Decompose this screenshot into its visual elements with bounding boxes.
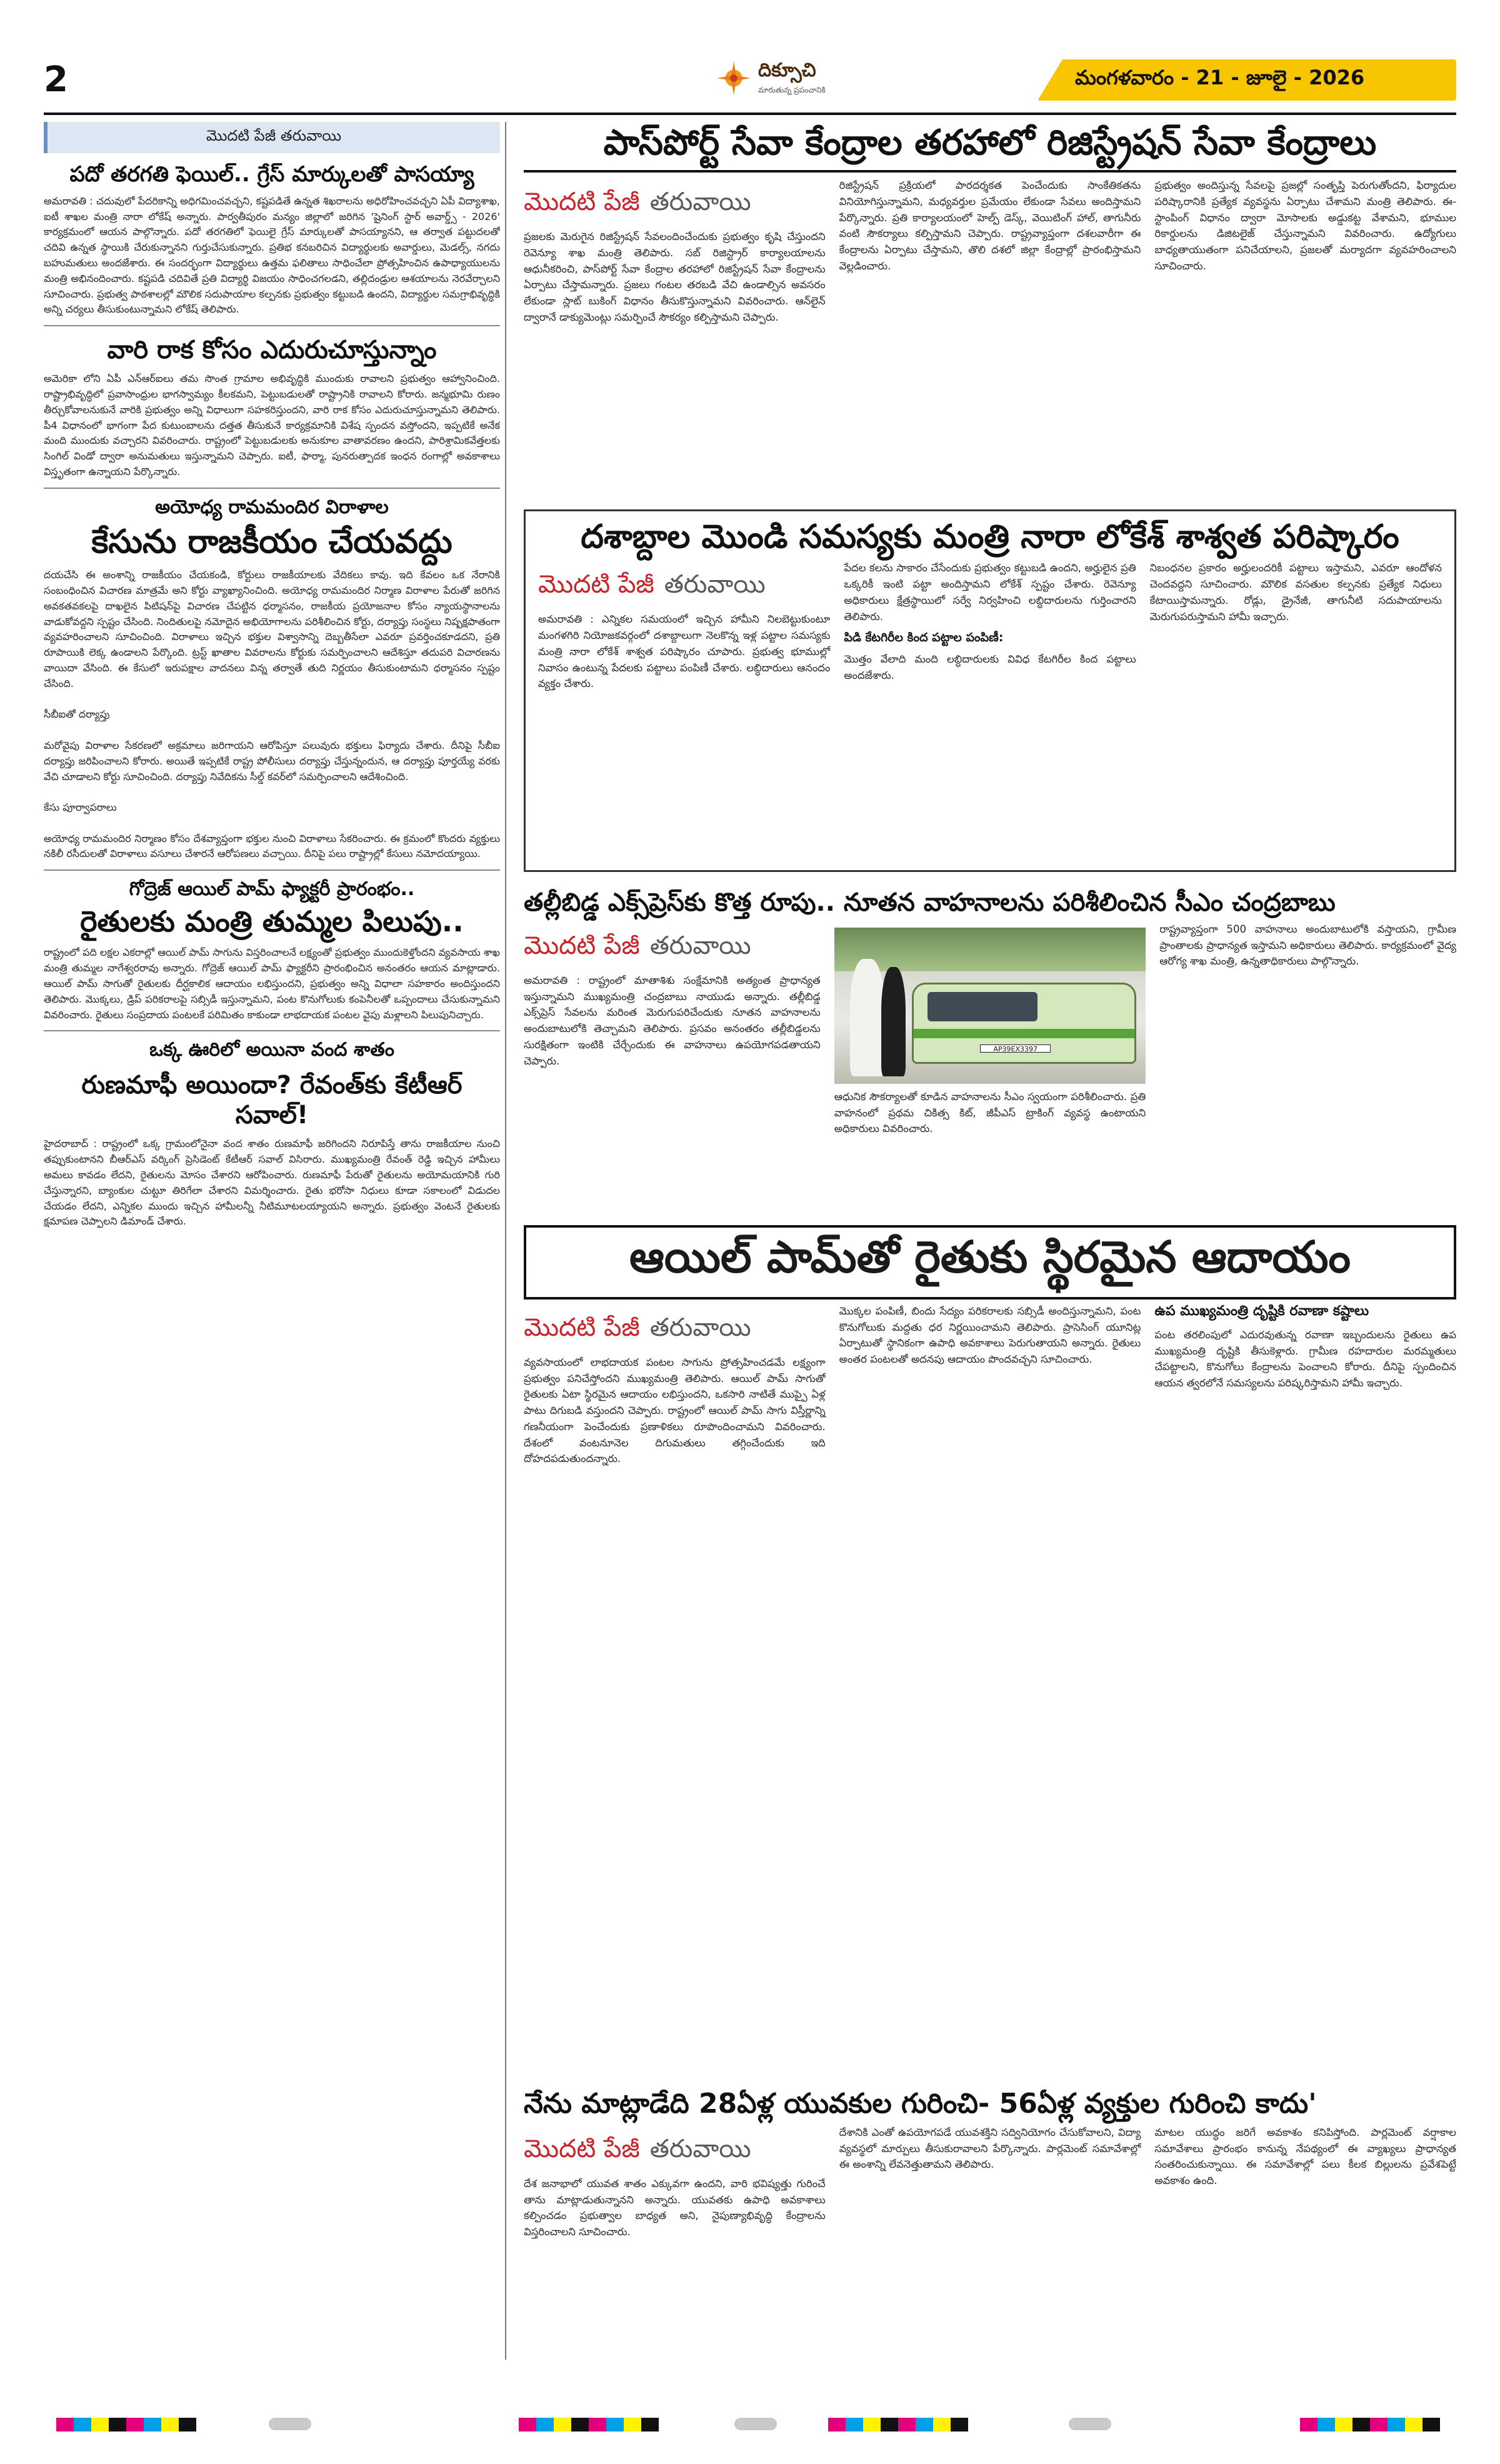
continued-label: మొదటి పేజీ తరువాయి (524, 1313, 751, 1342)
story-5-col-2: దేశానికి ఎంతో ఉపయోగపడే యువశక్తిని సద్వినియోగం చేసుకోవాలని, విద్యా వ్యవస్థలో మార్పులు తీసుకురావాలని పేర్కొన్నారు. పార్లమెంట్ సమావేశాల్లో ఈ అంశాన్ని లేవనెత్తుతామని తెలిపారు. (839, 2126, 1141, 2171)
issue-date: మంగళవారం - 21 - జూలై - 2026 (1075, 66, 1365, 89)
left-story-4-kicker: గోద్రెజ్ ఆయిల్ పామ్ ఫ్యాక్టరీ ప్రారంభం.. (129, 878, 415, 901)
registration-pill (1069, 2418, 1111, 2430)
story-youth-remarks (524, 2088, 1456, 2356)
divider (44, 1030, 500, 1031)
story-2-col-3: నిబంధనల ప్రకారం అర్హులందరికీ పట్టాలు ఇస్తామని, ఎవరూ ఆందోళన చెందవద్దని సూచించారు. మౌలిక వసతుల కల్పనకు ప్రత్యేక నిధులు కేటాయిస్తామన్నారు. రోడ్లు, డ్రైనేజీ, తాగునీటి సదుపాయాలను మెరుగుపరుస్తామని హామీ ఇచ్చారు. (1149, 562, 1442, 623)
left-story-5-body: హైదరాబాద్ : రాష్ట్రంలో ఒక్క గ్రామంలోనైనా వంద శాతం రుణమాఫీ జరిగిందని నిరూపిస్తే తాను రాజకీయాల నుంచి తప్పుకుంటానని బీఆర్ఎస్ వర్కింగ్ ప్రెసిడెంట్ కేటీఆర్ సవాల్ విసిరారు. ముఖ్యమంత్రి రేవంత్ రెడ్డి ఇచ్చిన హామీలు అమలు కావడం లేదని, రైతులను మోసం చేశారని ఆరోపించారు. రుణమాఫీ పేరుతో రైతులను అయోమయానికి గురి చేస్తున్నారని, బ్యాంకుల చుట్టూ తిరిగేలా చేశారని విమర్శించారు. రైతు భరోసా నిధులు కూడా సకాలంలో విడుదల చేయడం లేదని, ఎన్నికల ముందు ఇచ్చిన హామీలన్నీ నీటిమూటలయ్యాయని అన్నారు. ప్రభుత్వం వెంటనే రైతులకు క్షమాపణ చెప్పాలని డిమాండ్ చేశారు. (44, 1138, 500, 1228)
color-registration-bar (56, 2418, 196, 2431)
color-registration-bar (519, 2418, 659, 2431)
left-story-3-kicker: అయోధ్య రామమందిర విరాళాల (155, 496, 389, 518)
story-5-headline: నేను మాట్లాడేది 28ఏళ్ల యువకుల గురించి- 56ఏళ్ల వ్యక్తుల గురించి కాదు' (524, 2088, 1317, 2120)
masthead (716, 59, 826, 96)
story-4-headline: ఆయిల్ పామ్‌తో రైతుకు స్థిరమైన ఆదాయం (524, 1225, 1456, 1300)
masthead-name: దిక్సూచి (758, 59, 816, 81)
story-2-col-2: పేదల కలను సాకారం చేసేందుకు ప్రభుత్వం కట్టుబడి ఉందని, అర్హులైన ప్రతి ఒక్కరికీ ఇంటి పట్టా అందిస్తామని లోకేశ్ స్పష్టం చేశారు. రెవెన్యూ అధికారులు క్షేత్రస్థాయిలో సర్వే నిర్వహించి లబ్ధిదారులను గుర్తించారని తెలిపారు. (844, 562, 1136, 623)
masthead-sub: మారుతున్న ప్రపంచానికి (758, 86, 826, 94)
story-3-headline: తల్లీబిడ్డ ఎక్స్‌ప్రెస్‌కు కొత్త రూపు.. నూతన వాహనాలను పరిశీలించిన సీఎం చంద్రబాబు (524, 888, 1336, 917)
registration-pill (269, 2418, 311, 2430)
continued-label: మొదటి పేజీ తరువాయి (538, 570, 766, 599)
story-1-col-2: రిజిస్ట్రేషన్ ప్రక్రియలో పారదర్శకత పెంచేందుకు సాంకేతికతను వినియోగిస్తున్నామని, మధ్యవర్తుల ప్రమేయం లేకుండా సేవలు అందిస్తామని పేర్కొన్నారు. ప్రతి కార్యాలయంలో హెల్ప్ డెస్క్, వెయిటింగ్ హాల్, తాగునీరు వంటి సౌకర్యాలు కల్పిస్తామని చెప్పారు. రాష్ట్రవ్యాప్తంగా దశలవారీగా ఈ కేంద్రాలను ఏర్పాటు చేస్తామని, తొలి దశలో జిల్లా కేంద్రాల్లో ప్రారంభిస్తామని వెల్లడించారు. (839, 179, 1141, 272)
left-story-1-headline: పదో తరగతి ఫెయిల్.. గ్రేస్ మార్కులతో పాసయ్యా (69, 162, 474, 187)
story-4-col-1: వ్యవసాయంలో లాభదాయక పంటల సాగును ప్రోత్సహించడమే లక్ష్యంగా ప్రభుత్వం పనిచేస్తోందని ముఖ్యమంత్రి తెలిపారు. ఆయిల్ పామ్ సాగుతో రైతులకు ఏటా స్థిరమైన ఆదాయం లభిస్తుందని, ఒకసారి నాటితే ముప్పై ఏళ్ల పాటు దిగుబడి వస్తుందని చెప్పారు. రాష్ట్రంలో ఆయిల్ పామ్ సాగు విస్తీర్ణాన్ని గణనీయంగా పెంచేందుకు ప్రణాళికలు రూపొందించామని వివరించారు. దేశంలో వంటనూనెల దిగుమతులు తగ్గించేందుకు ఇది దోహదపడుతుందన్నారు. (524, 1356, 826, 1465)
page-header (44, 59, 1456, 109)
left-story-5-headline: రుణమాఫీ అయిందా? రేవంత్‌కు కేటీఆర్ సవాల్! (81, 1071, 462, 1130)
left-column (44, 122, 500, 2360)
divider (44, 869, 500, 871)
color-registration-bar (828, 2418, 968, 2431)
left-story-4-headline: రైతులకు మంత్రి తుమ్మల పిలుపు.. (80, 904, 464, 939)
date-banner (1038, 59, 1456, 101)
story-3-col-2: ఆధునిక సౌకర్యాలతో కూడిన వాహనాలను సీఎం స్వయంగా పరిశీలించారు. ప్రతి వాహనంలో ప్రథమ చికిత్స కిట్, జీపీఎస్ ట్రాకింగ్ వ్యవస్థ ఉంటాయని అధికారులు వివరించారు. (834, 1091, 1146, 1135)
story-1-col-3: ప్రభుత్వం అందిస్తున్న సేవలపై ప్రజల్లో సంతృప్తి పెరుగుతోందని, ఫిర్యాదుల పరిష్కారానికి ప్రత్యేక వ్యవస్థను ఏర్పాటు చేశామని మంత్రి తెలిపారు. ఈ-స్టాంపింగ్ విధానం ద్వారా మోసాలకు అడ్డుకట్ట వేశామని, భూముల రికార్డులను డిజిటలైజ్ చేస్తున్నామని వివరించారు. ఉద్యోగులు బాధ్యతాయుతంగా పనిచేయాలని, ప్రజలతో మర్యాదగా వ్యవహరించాలని సూచించారు. (1154, 179, 1457, 272)
story-5-col-1: దేశ జనాభాలో యువత శాతం ఎక్కువగా ఉందని, వారి భవిష్యత్తు గురించే తాను మాట్లాడుతున్నానని అన్నారు. యువతకు ఉపాధి అవకాశాలు కల్పించడం ప్రభుత్వాల బాధ్యత అని, నైపుణ్యాభివృద్ధి కేంద్రాలను విస్తరించాలని సూచించారు. (524, 2177, 826, 2238)
story-3-col-3: రాష్ట్రవ్యాప్తంగా 500 వాహనాలు అందుబాటులోకి వస్తాయని, గ్రామీణ ప్రాంతాలకు ప్రాధాన్యత ఇస్తామని అధికారులు తెలిపారు. కార్యక్రమంలో వైద్య ఆరోగ్య శాఖ మంత్రి, ఉన్నతాధికారులు పాల్గొన్నారు. (1159, 923, 1456, 968)
continued-label: మొదటి పేజీ తరువాయి (524, 931, 751, 960)
story-5-col-3: మాటల యుద్ధం జరిగే అవకాశం కనిపిస్తోంది. పార్లమెంట్ వర్షాకాల సమావేశాలు ప్రారంభం కానున్న నేపథ్యంలో ఈ వ్యాఖ్యలు ప్రాధాన్యత సంతరించుకున్నాయి. ఈ సమావేశాల్లో పలు కీలక బిల్లులను ప్రవేశపెట్టే అవకాశం ఉంది. (1154, 2126, 1457, 2186)
story-2-col-2b: మొత్తం వేలాది మంది లబ్ధిదారులకు వివిధ కేటగిరీల కింద పట్టాలు అందజేశారు. (844, 653, 1136, 682)
left-story-2-headline: వారి రాక కోసం ఎదురుచూస్తున్నాం (107, 336, 437, 365)
left-story-2-body: అమెరికా లోని ఏపీ ఎన్ఆర్ఐలు తమ సొంత గ్రామాల అభివృద్ధికి ముందుకు రావాలని ప్రభుత్వం ఆహ్వానించింది. రాష్ట్రాభివృద్ధిలో ప్రవాసాంధ్రుల భాగస్వామ్యం కీలకమని, పెట్టుబడులతో రాష్ట్రానికి రావాలని కోరారు. జన్మభూమి రుణం తీర్చుకోవాలనుకునే వారికి ప్రభుత్వం అన్ని విధాలుగా సహకరిస్తుందని, వారి రాక కోసం ఎదురుచూస్తున్నామని తెలిపారు. పీ4 విధానంలో భాగంగా పేద కుటుంబాలను దత్తత తీసుకునే కార్యక్రమానికి విశేష స్పందన వస్తోందని, ఇప్పటికే అనేక మంది ముందుకు వచ్చారని వివరించారు. రాష్ట్రంలో పెట్టుబడులకు అనుకూల వాతావరణం ఉందని, పారిశ్రామికవేత్తలకు సింగిల్ విండో ద్వారా అనుమతులు ఇస్తున్నామని చెప్పారు. ఐటీ, ఫార్మా, పునరుత్పాదక ఇంధన రంగాల్లో అవకాశాలు విస్తృతంగా ఉన్నాయని పేర్కొన్నారు. (44, 373, 500, 478)
left-story-3-headline: కేసును రాజకీయం చేయవద్దు (91, 523, 452, 561)
news-photo-vehicle (834, 928, 1146, 1084)
divider (44, 325, 500, 326)
left-story-3-body: దయచేసి ఈ అంశాన్ని రాజకీయం చేయకండి, కోర్టులు రాజకీయాలకు వేదికలు కావు. ఇది కేవలం ఒక నేరానికి సంబంధించిన విచారణ మాత్రమే అని కోర్టు వ్యాఖ్యానించింది. అయోధ్య రామమందిర నిర్మాణ విరాళాల పేరుతో జరిగిన అవకతవకలపై దాఖలైన పిటిషన్‌పై విచారణ చేపట్టిన ధర్మాసనం, రాజకీయ ప్రయోజనాల కోసం న్యాయస్థానాలను వాడుకోవద్దని స్పష్టం చేసింది. నిందితులపై నమోదైన అభియోగాలను పరిశీలించిన కోర్టు, దర్యాప్తు సంస్థలు నిష్పక్షపాతంగా వ్యవహరించాలని సూచించింది. విరాళాలు ఇచ్చిన భక్తుల విశ్వాసాన్ని దెబ్బతీసేలా ఎవరూ ప్రవర్తించకూడదని, ప్రతి రూపాయికి లెక్క ఉండాలని పేర్కొంది. ట్రస్ట్ ఖాతాల వివరాలను కోర్టుకు సమర్పించాలని ఆదేశిస్తూ తదుపరి విచారణను వాయిదా వేసింది. ఈ కేసులో ఇరుపక్షాల వాదనలు విన్న తర్వాతే తుది నిర్ణయం తీసుకుంటామని ధర్మాసనం స్పష్టం చేసింది. సీబీఐతో దర్యాప్తు మరోవైపు విరాళాల సేకరణలో అక్రమాలు జరిగాయని ఆరోపిస్తూ పలువురు భక్తులు ఫిర్యాదు చేశారు. దీనిపై సీబీఐ దర్యాప్తు జరిపించాలని కోరారు. అయితే ఇప్పటికే రాష్ట్ర పోలీసులు దర్యాప్తు చేస్తున్నందున, ఆ దర్యాప్తు పూర్తయ్యే వరకు వేచి చూడాలని కోర్టు సూచించింది. దర్యాప్తు నివేదికను సీల్డ్ కవర్‌లో సమర్పించాలని ఆదేశించింది. కేసు పూర్వాపరాలు అయోధ్య రామమందిర నిర్మాణం కోసం దేశవ్యాప్తంగా భక్తుల నుంచి విరాళాలు సేకరించారు. ఈ క్రమంలో కొందరు వ్యక్తులు నకిలీ రసీదులతో విరాళాలు వసూలు చేశారనే ఆరోపణలు వచ్చాయి. దీనిపై పలు రాష్ట్రాల్లో కేసులు నమోదయ్యాయి. (44, 569, 500, 860)
compass-star-icon (716, 60, 752, 96)
story-2-col-1: అమరావతి : ఎన్నికల సమయంలో ఇచ్చిన హామీని నిలబెట్టుకుంటూ మంగళగిరి నియోజకవర్గంలో దశాబ్దాలుగా నెలకొన్న ఇళ్ల పట్టాల సమస్యకు మంత్రి నారా లోకేశ్ శాశ్వత పరిష్కారం చూపారు. ప్రభుత్వ భూముల్లో నివాసం ఉంటున్న పేదలకు పట్టాలు పంపిణీ చేశారు. లబ్ధిదారులు ఆనందం వ్యక్తం చేశారు. (538, 613, 831, 690)
story-1-headline: పాస్‌పోర్ట్ సేవా కేంద్రాల తరహాలో రిజిస్ట్రేషన్ సేవా కేంద్రాలు (603, 123, 1377, 163)
continued-tag: మొదటి పేజీ తరువాయి (44, 122, 500, 153)
story-thalli-bidda-express (524, 888, 1456, 1206)
left-story-5-kicker: ఒక్క ఊరిలో అయినా వంద శాతం (149, 1039, 394, 1061)
story-4-subhead: ఉప ముఖ్యమంత్రి దృష్టికి రవాణా కష్టాలు (1154, 1303, 1369, 1319)
header-rule (44, 113, 1456, 115)
continued-label: మొదటి పేజీ తరువాయి (524, 2134, 751, 2163)
vehicle-plate: AP39EX3397 (980, 1044, 1051, 1052)
story-1-col-1: ప్రజలకు మెరుగైన రిజిస్ట్రేషన్ సేవలందించేందుకు ప్రభుత్వం కృషి చేస్తుందని రెవెన్యూ శాఖ మంత్రి తెలిపారు. సబ్ రిజిస్ట్రార్ కార్యాలయాలను ఆధునీకరించి, పాస్‌పోర్ట్ సేవా కేంద్రాల తరహాలో రిజిస్ట్రేషన్ సేవా కేంద్రాలను ఏర్పాటు చేస్తామన్నారు. ప్రజలు గంటల తరబడి వేచి ఉండాల్సిన అవసరం లేకుండా స్లాట్ బుకింగ్ విధానం తీసుకొస్తున్నామని వివరించారు. ఆన్‌లైన్ ద్వారానే డాక్యుమెంట్లు సమర్పించే సౌకర్యం కల్పిస్తామని చెప్పారు. (524, 231, 826, 323)
page-number: 2 (44, 59, 68, 100)
left-story-1-body: అమరావతి : చదువులో పేదరికాన్ని అధిగమించవచ్చని, కష్టపడితే ఉన్నత శిఖరాలను అధిరోహించవచ్చని ఏపీ విద్యాశాఖ, ఐటీ శాఖల మంత్రి నారా లోకేష్ అన్నారు. పార్వతీపురం మన్యం జిల్లాలో జరిగిన 'షైనింగ్ స్టార్ అవార్డ్స్ - 2026' కార్యక్రమంలో ఆయన పాల్గొన్నారు. పదో తరగతిలో ఫెయిలై గ్రేస్ మార్కులతో పాసయ్యానని, ఆ తర్వాత పట్టుదలతో చదివి ఉన్నత స్థాయికి చేరుకున్నానని గుర్తుచేసుకున్నారు. ప్రతిభ కనబరిచిన విద్యార్థులకు అవార్డులు, మెడల్స్, నగదు బహుమతులు అందజేశారు. ఈ సందర్భంగా విద్యార్థులు ఉత్తమ ఫలితాలు సాధించేలా ప్రోత్సహించిన ఉపాధ్యాయులను మంత్రి అభినందించారు. కష్టపడి చదివితే ప్రతి విద్యార్థి విజయం సాధించగలడని, తల్లిదండ్రుల ఆశయాలను నెరవేర్చాలని సూచించారు. ప్రభుత్వ పాఠశాలల్లో మౌలిక సదుపాయాల కల్పనకు ప్రభుత్వం కట్టుబడి ఉందని, విద్యార్థుల సమగ్రాభివృద్ధికి అన్ని చర్యలు తీసుకుంటున్నామని లోకేష్ తెలిపారు. (44, 194, 500, 316)
registration-pill (734, 2418, 777, 2430)
story-2-subhead: పిడి కేటగిరీల కింద పట్టాల పంపిణీ: (844, 631, 1004, 645)
story-registration-centres (524, 122, 1456, 503)
continued-label: మొదటి పేజీ తరువాయి (524, 188, 751, 217)
story-lokesh-solution (524, 509, 1456, 872)
color-registration-bar (1300, 2418, 1440, 2431)
left-story-4-body: రాష్ట్రంలో పది లక్షల ఎకరాల్లో ఆయిల్ పామ్ సాగును విస్తరించాలనే లక్ష్యంతో ప్రభుత్వం ముందుకెళ్తోందని వ్యవసాయ శాఖ మంత్రి తుమ్మల నాగేశ్వరరావు అన్నారు. గోద్రెజ్ ఆయిల్ పామ్ ఫ్యాక్టరీని ప్రారంభించిన అనంతరం ఆయన మాట్లాడారు. ఆయిల్ పామ్ సాగుతో రైతులకు దీర్ఘకాలిక ఆదాయం లభిస్తుందని, ప్రభుత్వం అన్ని విధాలా సహకారం అందిస్తుందని తెలిపారు. మొక్కలు, డ్రిప్ పరికరాలపై సబ్సిడీ ఇస్తున్నామని, పంట కొనుగోలుకు కంపెనీలతో ఒప్పందాలు చేసుకున్నామని వివరించారు. రైతులు సంప్రదాయ పంటలకే పరిమితం కాకుండా లాభదాయక పంటల వైపు మళ్లాలని పిలుపునిచ్చారు. (44, 946, 500, 1021)
story-2-headline: దశాబ్దాల మొండి సమస్యకు మంత్రి నారా లోకేశ్ శాశ్వత పరిష్కారం (581, 518, 1399, 556)
divider (44, 488, 500, 489)
story-3-col-1: అమరావతి : రాష్ట్రంలో మాతాశిశు సంక్షేమానికి అత్యంత ప్రాధాన్యత ఇస్తున్నామని ముఖ్యమంత్రి చంద్రబాబు నాయుడు అన్నారు. తల్లీబిడ్డ ఎక్స్‌ప్రెస్ సేవలను మరింత మెరుగుపరిచేందుకు నూతన వాహనాలను అందుబాటులోకి తెచ్చామని తెలిపారు. ప్రసవం అనంతరం తల్లీబిడ్డలను సురక్షితంగా ఇంటికి చేర్చేందుకు ఈ వాహనాలు ఉపయోగపడతాయని చెప్పారు. (524, 974, 821, 1067)
divider (524, 170, 1456, 173)
story-4-col-3: పంట తరలింపులో ఎదురవుతున్న రవాణా ఇబ్బందులను రైతులు ఉప ముఖ్యమంత్రి దృష్టికి తీసుకెళ్లారు. గ్రామీణ రహదారుల మరమ్మతులు చేపట్టాలని, కొనుగోలు కేంద్రాలను పెంచాలని కోరారు. దీనిపై స్పందించిన ఆయన త్వరలోనే సమస్యలను పరిష్కరిస్తామని హామీ ఇచ్చారు. (1154, 1329, 1457, 1390)
story-4-col-2: మొక్కల పంపిణీ, బిందు సేద్యం పరికరాలకు సబ్సిడీ అందిస్తున్నామని, పంట కొనుగోలుకు మద్దతు ధర నిర్ణయించామని తెలిపారు. ప్రాసెసింగ్ యూనిట్ల ఏర్పాటుతో స్థానికంగా ఉపాధి అవకాశాలు పెరుగుతాయని అన్నారు. రైతులు అంతర పంటలతో అదనపు ఆదాయం పొందవచ్చని సూచించారు. (839, 1305, 1141, 1366)
column-divider (505, 122, 506, 2360)
story-oil-palm (524, 1225, 1456, 2075)
